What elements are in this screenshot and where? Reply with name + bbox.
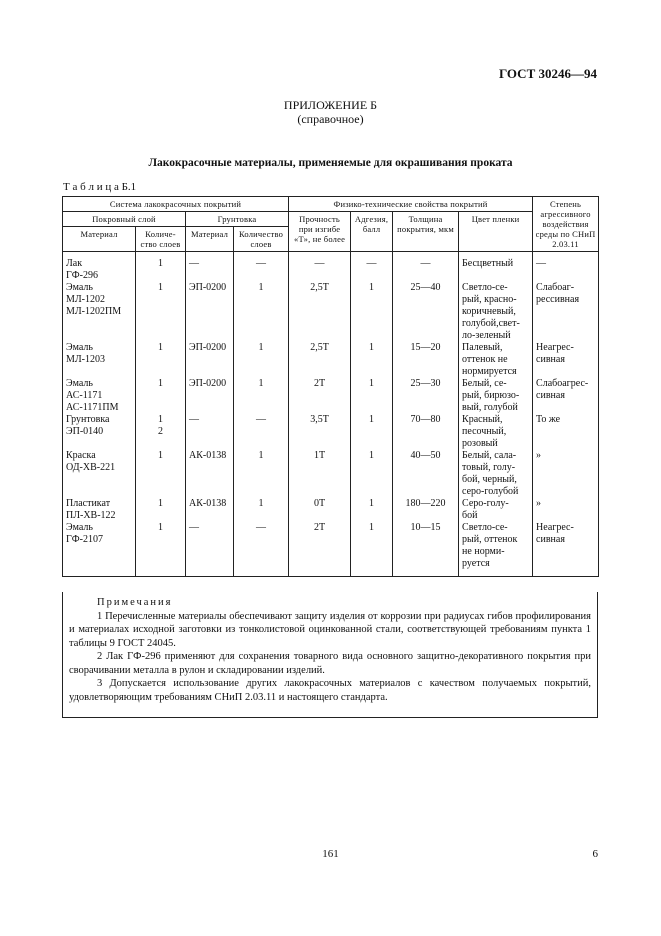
header-primer: Грунтовка (186, 212, 289, 227)
cell-material: Эмаль АС-1171 АС-1171ПМ (63, 378, 136, 414)
cell-layers: 1 (136, 252, 186, 283)
cell-color: Палевый, оттенок не нормируется (459, 342, 533, 378)
header-thickness: Толщина покрытия, мкм (393, 212, 459, 252)
cell-layers: 1 2 (136, 414, 186, 450)
note-2: 2 Лак ГФ-296 применяют для сохранения товарного вида основного защитно-декоративного покрытия при сворачивании металла в рулон и складировании изделий. (69, 651, 591, 676)
table-row (63, 450, 599, 498)
cell-adhesion: 1 (351, 282, 393, 342)
table-row (63, 414, 599, 450)
cell-layers: 1 (136, 342, 186, 378)
appendix-heading (0, 98, 661, 126)
header-primer-material: Материал (186, 227, 234, 252)
table-label: Т а б л и ц а Б.1 (63, 181, 137, 193)
cell-aggr: » (533, 498, 599, 522)
cell-primer: ЭП-0200 (186, 378, 234, 414)
notes-block (62, 592, 598, 718)
table-row (63, 282, 599, 342)
cell-color: Красный, песочный, розовый (459, 414, 533, 450)
cell-thickness: 40—50 (393, 450, 459, 498)
header-adhesion: Адгезия, балл (351, 212, 393, 252)
cell-aggr: Неагрес- сивная (533, 342, 599, 378)
materials-table (62, 196, 599, 577)
header-system: Система лакокрасочных покрытий (63, 197, 289, 212)
header-physical: Физико-технические свойства покрытий (289, 197, 533, 212)
cell-bend: 2Т (289, 522, 351, 577)
cell-material: Краска ОД-ХВ-221 (63, 450, 136, 498)
cell-adhesion: 1 (351, 414, 393, 450)
cell-thickness: — (393, 252, 459, 283)
cell-bend: 2Т (289, 378, 351, 414)
cell-aggr: » (533, 450, 599, 498)
cell-primer-layers: — (234, 522, 289, 577)
cell-primer: ЭП-0200 (186, 282, 234, 342)
header-aggressiveness: Степень агрессивного воздействия среды по СНиП 2.03.11 (533, 197, 599, 252)
cell-color: Светло-се- рый, красно- коричневый, голубой,свет- ло-зеленый (459, 282, 533, 342)
table-row (63, 498, 599, 522)
cell-primer-layers: — (234, 414, 289, 450)
table-row (63, 522, 599, 577)
table-row (63, 378, 599, 414)
cell-adhesion: 1 (351, 342, 393, 378)
header-material: Материал (63, 227, 136, 252)
cell-thickness: 15—20 (393, 342, 459, 378)
cell-bend: 0Т (289, 498, 351, 522)
cell-color: Бесцветный (459, 252, 533, 283)
header-color: Цвет пленки (459, 212, 533, 252)
appendix-title: ПРИЛОЖЕНИЕ Б (283, 98, 378, 112)
header-primer-layers: Количество слоев (234, 227, 289, 252)
cell-material: Эмаль МЛ-1202 МЛ-1202ПМ (63, 282, 136, 342)
cell-bend: 2,5Т (289, 282, 351, 342)
cell-bend: 1Т (289, 450, 351, 498)
cell-color: Серо-голу- бой (459, 498, 533, 522)
cell-bend: 2,5Т (289, 342, 351, 378)
table-title: Лакокрасочные материалы, применяемые для окрашивания проката (148, 157, 513, 169)
cell-thickness: 10—15 (393, 522, 459, 577)
cell-thickness: 70—80 (393, 414, 459, 450)
cell-layers: 1 (136, 522, 186, 577)
cell-material: Пластикат ПЛ-ХВ-122 (63, 498, 136, 522)
cell-primer: — (186, 414, 234, 450)
cell-primer-layers: 1 (234, 282, 289, 342)
cell-adhesion: 1 (351, 378, 393, 414)
cell-color: Белый, сала- товый, голу- бой, черный, серо-голубой (459, 450, 533, 498)
cell-bend: — (289, 252, 351, 283)
cell-thickness: 180—220 (393, 498, 459, 522)
document-code: ГОСТ 30246—94 (498, 66, 597, 81)
cell-layers: 1 (136, 378, 186, 414)
cell-primer-layers: 1 (234, 450, 289, 498)
cell-material: Грунтовка ЭП-0140 (63, 414, 136, 450)
cell-primer: АК-0138 (186, 450, 234, 498)
cell-primer-layers: 1 (234, 342, 289, 378)
cell-bend: 3,5Т (289, 414, 351, 450)
table-row (63, 342, 599, 378)
header-top-layer: Покровный слой (63, 212, 186, 227)
cell-thickness: 25—40 (393, 282, 459, 342)
cell-layers: 1 (136, 450, 186, 498)
cell-color: Светло-се- рый, оттенок не норми- руется (459, 522, 533, 577)
table-body (63, 252, 599, 577)
cell-material: Лак ГФ-296 (63, 252, 136, 283)
table-row (63, 252, 599, 283)
cell-adhesion: — (351, 252, 393, 283)
cell-aggr: Неагрес- сивная (533, 522, 599, 577)
cell-primer: — (186, 522, 234, 577)
cell-primer-layers: 1 (234, 498, 289, 522)
cell-aggr: Слабоагрес- сивная (533, 378, 599, 414)
cell-primer: — (186, 252, 234, 283)
header-layers: Количе-ство слоев (136, 227, 186, 252)
header-bend: Прочность при изгибе «Т», не более (289, 212, 351, 252)
cell-layers: 1 (136, 498, 186, 522)
cell-aggr: — (533, 252, 599, 283)
cell-adhesion: 1 (351, 498, 393, 522)
cell-layers: 1 (136, 282, 186, 342)
cell-color: Белый, се- рый, бирюзо- вый, голубой (459, 378, 533, 414)
cell-aggr: Слабоаг- рессивная (533, 282, 599, 342)
notes-heading: Примечания (97, 597, 173, 608)
sheet-number: 6 (592, 848, 598, 860)
page-number: 161 (322, 848, 339, 860)
appendix-subtitle: (справочное) (297, 112, 364, 126)
cell-primer: ЭП-0200 (186, 342, 234, 378)
cell-primer-layers: — (234, 252, 289, 283)
cell-adhesion: 1 (351, 450, 393, 498)
note-1: 1 Перечисленные материалы обеспечивают защиту изделия от коррозии при радиусах гибов профилирования и материалах исходной заготовки из тонколистовой оцинкованной стали, соответствующей требованиям пункта 1 таблицы 9 ГОСТ 24045. (69, 610, 591, 649)
cell-thickness: 25—30 (393, 378, 459, 414)
cell-adhesion: 1 (351, 522, 393, 577)
cell-material: Эмаль ГФ-2107 (63, 522, 136, 577)
cell-material: Эмаль МЛ-1203 (63, 342, 136, 378)
cell-primer: АК-0138 (186, 498, 234, 522)
note-3: 3 Допускается использование других лакокрасочных материалов с качеством получаемых покрытий, удовлетворяющим требованиям СНиП 2.03.11 и настоящего стандарта. (69, 678, 591, 703)
cell-primer-layers: 1 (234, 378, 289, 414)
cell-aggr: То же (533, 414, 599, 450)
